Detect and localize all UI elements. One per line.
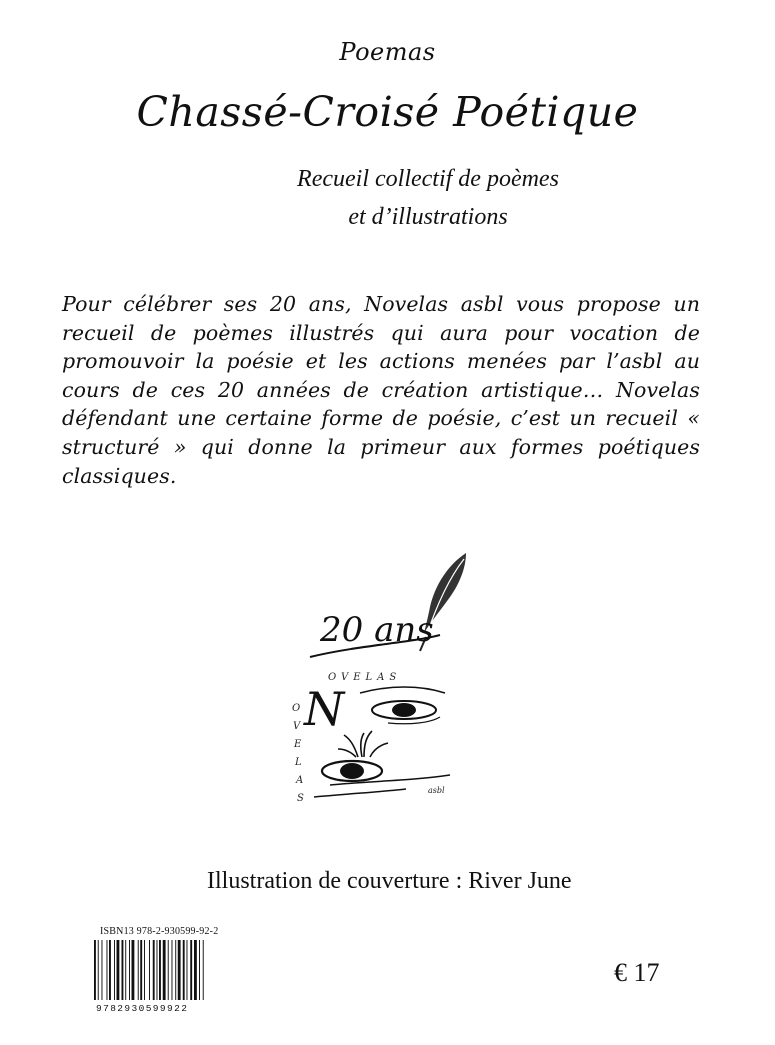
barcode-bar — [157, 940, 158, 1000]
barcode-bar — [109, 940, 111, 1000]
barcode-bar — [117, 940, 120, 1000]
barcode-digits: 9782930599922 — [96, 1003, 189, 1014]
logo-side-letter: V — [293, 721, 301, 732]
back-cover-blurb: Pour célébrer ses 20 ans, Novelas asbl vous propose un recueil de poèmes illustrés qui aura pour vocation de promouvoir la poésie et les actions menées par l’asbl au cours de ces 20 années de création artistique… Novelas défendant une certaine forme de poésie, c’est un recueil « structuré » qui donne la primeur aux formes poétiques classiques. — [62, 292, 700, 488]
barcode-bar — [125, 940, 126, 1000]
subtitle — [218, 160, 638, 236]
barcode-bar — [107, 940, 108, 1000]
barcode-bar — [175, 940, 176, 1000]
barcode-bar — [178, 940, 181, 1000]
logo-side-letter: S — [297, 793, 304, 804]
barcode-bar — [183, 940, 185, 1000]
barcode-bar — [190, 940, 192, 1000]
barcode-bar — [122, 940, 124, 1000]
logo-side-letter: A — [296, 775, 304, 786]
barcode-bar — [132, 940, 135, 1000]
barcode-bar — [138, 940, 139, 1000]
logo-side-letter: E — [294, 739, 302, 750]
anniversary-text: 20 ans — [320, 610, 434, 650]
barcode-bar — [168, 940, 169, 1000]
barcode-bar — [144, 940, 145, 1000]
barcode-bar — [98, 940, 99, 1000]
barcode — [92, 938, 242, 1014]
barcode-bar — [199, 940, 200, 1000]
barcode-bar — [203, 940, 204, 1000]
isbn-label: ISBN13 978-2-930599-92-2 — [100, 926, 219, 937]
price-label: € 17 — [614, 958, 660, 987]
grass-icon — [338, 731, 388, 757]
subtitle-line-1: Recueil collectif de poèmes — [297, 166, 559, 192]
barcode-bar — [129, 940, 130, 1000]
barcode-bar — [149, 940, 150, 1000]
barcode-bars — [94, 940, 204, 1000]
barcode-bar — [114, 940, 115, 1000]
barcode-bar — [194, 940, 197, 1000]
logo-letters-top: OVELAS — [328, 672, 402, 683]
barcode-bar — [102, 940, 103, 1000]
logo-suffix: asbl — [428, 786, 445, 795]
barcode-bar — [94, 940, 96, 1000]
barcode-bar — [153, 940, 155, 1000]
barcode-bar — [159, 940, 161, 1000]
barcode-bar — [140, 940, 142, 1000]
barcode-bar — [187, 940, 188, 1000]
barcode-bar — [163, 940, 166, 1000]
logo-letters-side — [292, 703, 304, 804]
novelas-20-ans-logo — [270, 545, 490, 815]
logo-side-letter: O — [292, 703, 301, 714]
subtitle-line-2: et d’illustrations — [348, 204, 508, 230]
logo-side-letter: L — [295, 757, 302, 768]
upper-eye-icon — [360, 687, 445, 724]
logo-big-letter: N — [304, 682, 345, 736]
genre-label: Poemas — [339, 38, 436, 66]
barcode-bar — [172, 940, 173, 1000]
illustration-credit: Illustration de couverture : River June — [207, 868, 572, 894]
book-title: Chassé-Croisé Poétique — [136, 88, 639, 136]
